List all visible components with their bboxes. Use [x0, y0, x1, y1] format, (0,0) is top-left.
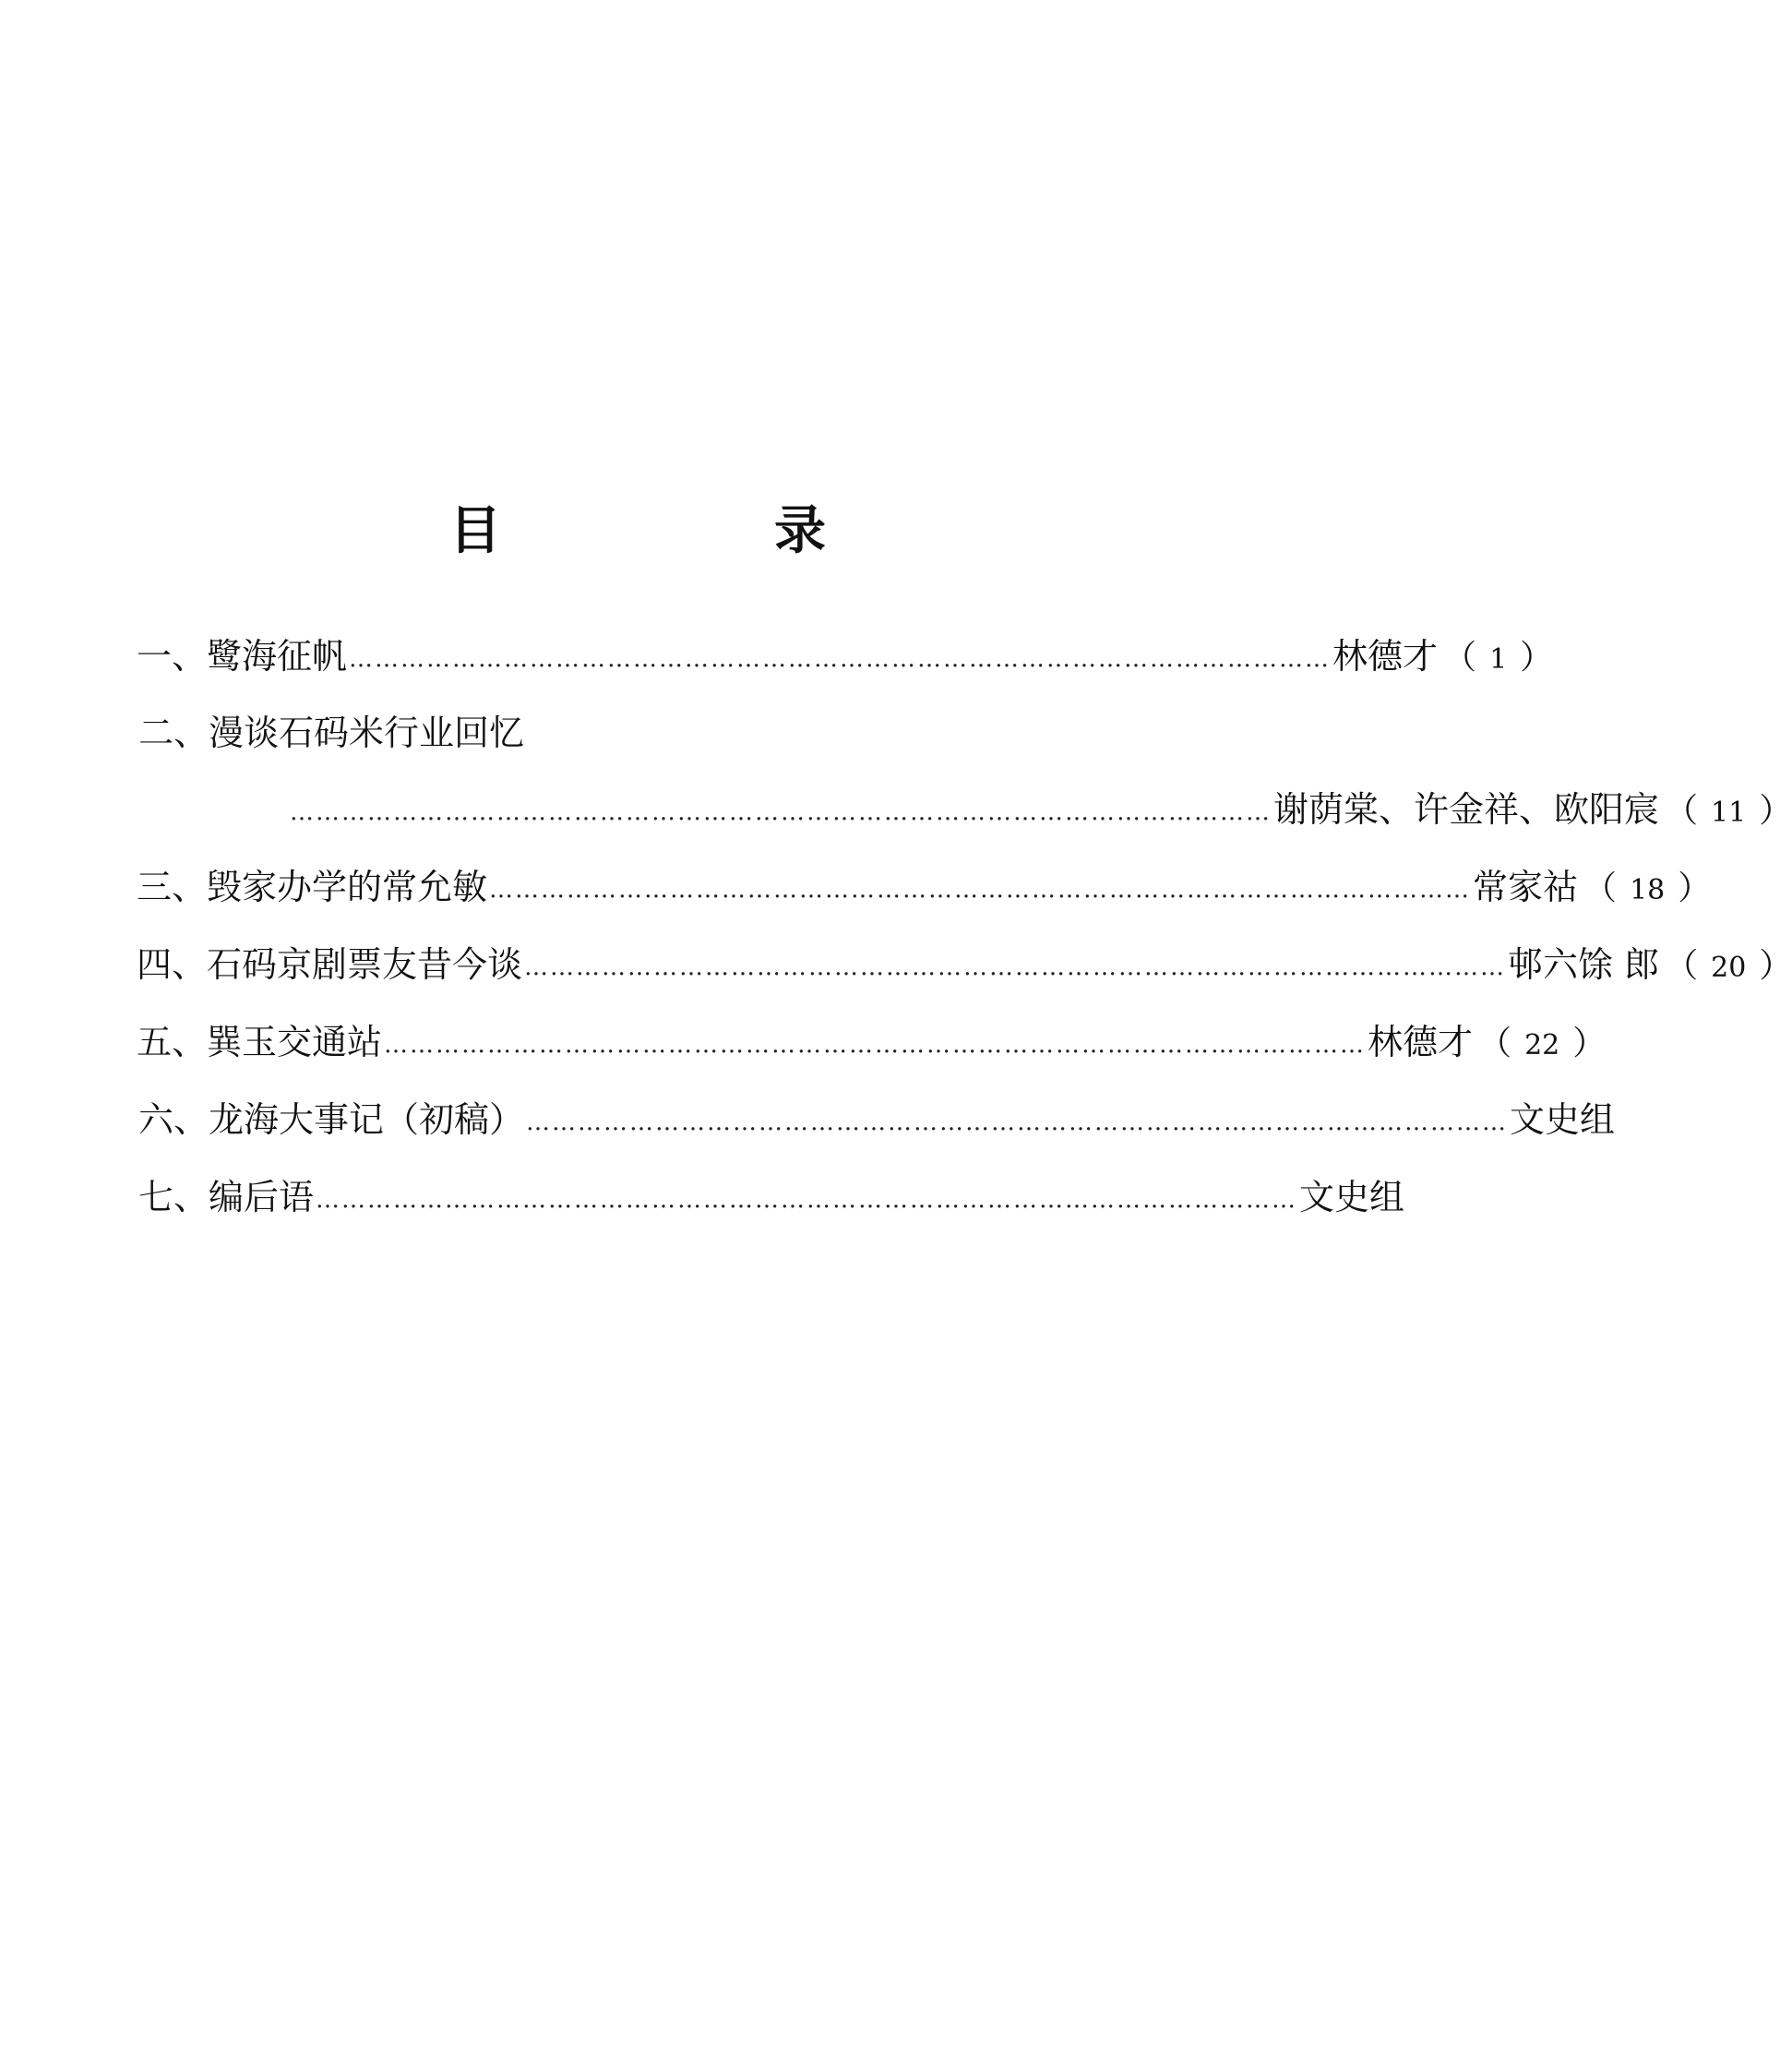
entry-number: 六、 [138, 1099, 209, 1140]
entry-title: 毁家办学的常允敏 [207, 867, 488, 907]
toc-entry-5[interactable] [137, 1019, 1607, 1070]
entry-number: 三、 [137, 867, 208, 907]
entry-author: 林德才 [1368, 1022, 1474, 1062]
entry-title: 漫谈石码米行业回忆 [209, 713, 525, 753]
entry-author: 邨六馀 郎 [1508, 944, 1660, 985]
toc-entry-1[interactable] [137, 633, 1554, 684]
toc-entry-6[interactable] [138, 1097, 1616, 1147]
entry-number: 五、 [137, 1022, 208, 1062]
entry-page-number: 20 [1711, 952, 1747, 984]
page-title: 目 录 [449, 500, 937, 561]
entry-page-number: 18 [1630, 874, 1666, 906]
entry-author: 常家祜 [1473, 867, 1579, 907]
entry-page-ref: （ 18 ） [1583, 869, 1712, 907]
entry-author: 谢荫棠、许金祥、欧阳宸 [1273, 789, 1660, 830]
dot-leader: …………………………………………………………………………………………………… [384, 1031, 1367, 1059]
entry-title: 巽玉交通站 [207, 1022, 383, 1062]
entry-number: 二、 [138, 713, 209, 753]
dot-leader: …………………………………………………………………………………………………… [290, 798, 1272, 826]
dot-leader: …………………………………………………………………………………………………… [526, 1109, 1509, 1136]
entry-page-ref: （ 1 ） [1443, 639, 1554, 677]
toc-entry-7[interactable] [138, 1174, 1405, 1225]
entry-title: 石码京剧票友昔今谈 [207, 944, 523, 985]
dot-leader: …………………………………………………………………………………………………… [349, 645, 1332, 673]
entry-page-number: 22 [1524, 1029, 1560, 1061]
entry-page-ref: （ 20 ） [1665, 947, 1792, 985]
entry-title: 鹭海征帆 [207, 636, 348, 677]
toc-entry-2-author-line[interactable] [288, 786, 1792, 837]
toc-entry-3[interactable] [137, 864, 1712, 915]
entry-number: 七、 [138, 1177, 209, 1217]
dot-leader: …………………………………………………………………………………………………… [524, 953, 1507, 981]
entry-page-ref: （ 22 ） [1478, 1025, 1607, 1062]
entry-page-ref: （ 11 ） [1665, 792, 1792, 830]
entry-title: 龙海大事记（初稿） [209, 1099, 525, 1140]
entry-author: 文史组 [1299, 1177, 1405, 1217]
entry-author: 文史组 [1510, 1099, 1616, 1140]
dot-leader: …………………………………………………………………………………………………… [316, 1186, 1298, 1214]
toc-entry-2-title-line[interactable] [138, 710, 524, 756]
toc-entry-4[interactable] [137, 941, 1792, 992]
entry-page-number: 1 [1489, 643, 1508, 676]
entry-page-number: 11 [1711, 797, 1747, 829]
dot-leader: …………………………………………………………………………………………………… [489, 876, 1472, 904]
entry-title: 编后语 [209, 1177, 315, 1217]
entry-author: 林德才 [1332, 636, 1439, 677]
entry-number: 一、 [137, 636, 208, 677]
entry-number: 四、 [137, 944, 208, 985]
